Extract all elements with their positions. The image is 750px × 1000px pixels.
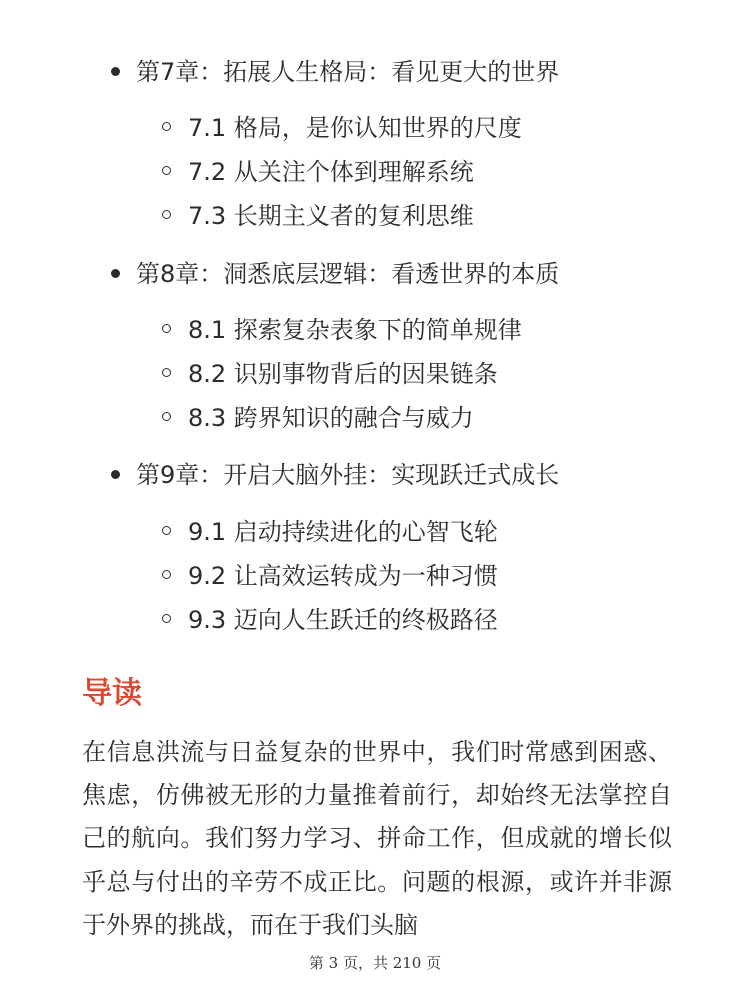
bullet-circle-icon	[162, 570, 171, 579]
section-title: 9.3 迈向人生跃迁的终极路径	[188, 606, 498, 634]
chapter-title: 第9章：开启大脑外挂：实现跃迁式成长	[136, 461, 560, 489]
section-item	[0, 354, 750, 394]
section-title: 7.3 长期主义者的复利思维	[188, 202, 474, 230]
section-item	[0, 310, 750, 350]
chapter-item	[0, 254, 750, 294]
section-item	[0, 600, 750, 640]
section-title: 9.1 启动持续进化的心智飞轮	[188, 518, 498, 546]
bullet-disc-icon	[111, 269, 120, 278]
section-title: 9.2 让高效运转成为一种习惯	[188, 562, 498, 590]
chapter-item	[0, 455, 750, 495]
chapter-title: 第7章：拓展人生格局：看见更大的世界	[136, 58, 560, 86]
page-number: 第 3 页，共 210 页	[308, 954, 442, 972]
section-title: 8.2 识别事物背后的因果链条	[188, 360, 498, 388]
section-item	[0, 398, 750, 438]
intro-paragraph: 在信息洪流与日益复杂的世界中，我们时常感到困惑、焦虑，仿佛被无形的力量推着前行，却始终无法掌控自己的航向。我们努力学习、拼命工作，但成就的增长似乎总与付出的辛劳不成正比。问题的根源，或许并非源于外界的挑战，而在于我们头脑	[82, 738, 672, 939]
chapter-7	[0, 52, 750, 230]
section-title: 7.2 从关注个体到理解系统	[188, 158, 474, 186]
section-item	[0, 556, 750, 596]
bullet-circle-icon	[162, 368, 171, 377]
chapter-item	[0, 52, 750, 92]
chapter-title: 第8章：洞悉底层逻辑：看透世界的本质	[136, 260, 560, 288]
section-title: 8.1 探索复杂表象下的简单规律	[188, 316, 522, 344]
section-title: 8.3 跨界知识的融合与威力	[188, 404, 474, 432]
section-title: 7.1 格局，是你认知世界的尺度	[188, 114, 522, 142]
bullet-circle-icon	[162, 166, 171, 175]
section-item	[0, 152, 750, 192]
intro-heading: 导读	[82, 676, 142, 711]
section-item	[0, 512, 750, 552]
bullet-disc-icon	[111, 470, 120, 479]
bullet-disc-icon	[111, 67, 120, 76]
chapter-8	[0, 254, 750, 432]
bullet-circle-icon	[162, 614, 171, 623]
bullet-circle-icon	[162, 412, 171, 421]
section-item	[0, 108, 750, 148]
bullet-circle-icon	[162, 526, 171, 535]
chapter-9	[0, 455, 750, 634]
bullet-circle-icon	[162, 122, 171, 131]
bullet-circle-icon	[162, 324, 171, 333]
section-item	[0, 196, 750, 236]
bullet-circle-icon	[162, 210, 171, 219]
